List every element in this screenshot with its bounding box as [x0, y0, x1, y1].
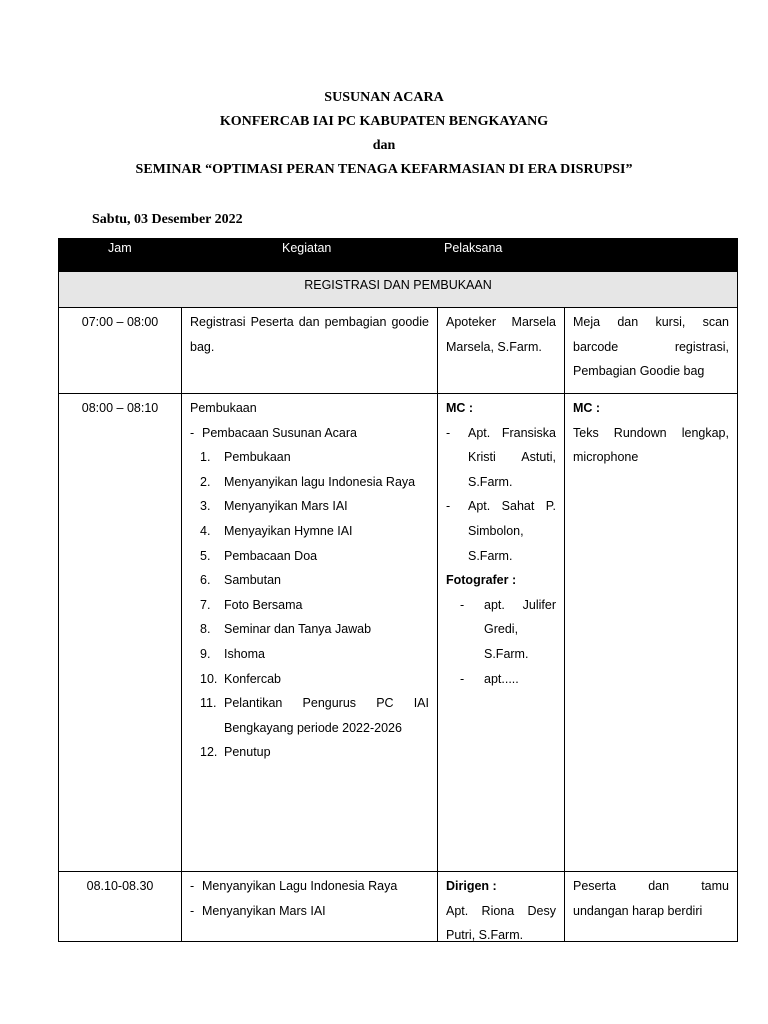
item-number: 12. — [200, 745, 218, 760]
item-number: 9. — [200, 646, 211, 661]
row3-kegiatan-line: Menyanyikan Lagu Indonesia Raya — [202, 879, 398, 893]
item-number — [200, 716, 224, 741]
list-item: Seminar dan Tanya Jawab — [224, 622, 372, 637]
row1-pelaksana — [438, 308, 565, 393]
item-number: 4. — [200, 523, 211, 538]
foto1-line: apt. Julifer — [484, 597, 556, 612]
list-item: Menyanyikan lagu Indonesia Raya — [224, 474, 416, 489]
row1-keterangan — [565, 308, 737, 393]
item-number: 5. — [200, 548, 211, 563]
mc1-line: Apt. Fransiska — [468, 425, 556, 440]
mc2-line: Simbolon, — [468, 523, 524, 538]
title-line-4: SEMINAR “OPTIMASI PERAN TENAGA KEFARMASIAN DI ERA DISRUPSI” — [135, 162, 633, 177]
list-item: Konfercab — [224, 671, 281, 686]
row1-ket-line: Meja dan kursi, scan — [573, 315, 729, 329]
mc1-line: Kristi Astuti, — [468, 450, 556, 465]
row3-pelaksana — [438, 872, 565, 941]
row3-ket-line: Peserta dan tamu — [573, 879, 729, 893]
title-line-1: SUSUNAN ACARA — [324, 90, 444, 105]
list-item: Foto Bersama — [224, 597, 303, 612]
dash-bullet: - — [460, 671, 465, 686]
item-number: 1. — [200, 450, 211, 465]
item-number: 8. — [200, 622, 211, 637]
dash-bullet: - — [446, 425, 451, 440]
header-kegiatan: Kegiatan — [282, 241, 332, 255]
row2-kegiatan — [182, 394, 438, 871]
row2-ket-line: microphone — [573, 450, 639, 465]
row2-kegiatan-sub — [190, 421, 429, 446]
table-row — [58, 308, 738, 394]
list-item: Bengkayang periode 2022-2026 — [224, 720, 402, 735]
row1-kegiatan — [182, 308, 438, 393]
item-number: 6. — [200, 573, 211, 588]
row3-keterangan — [565, 872, 737, 941]
list-item: Menyanyikan Mars IAI — [224, 499, 348, 514]
title-line-2: KONFERCAB IAI PC KABUPATEN BENGKAYANG — [219, 114, 549, 129]
item-number: 2. — [200, 474, 211, 489]
list-item: Menyayikan Hymne IAI — [224, 523, 353, 538]
foto1-line: S.Farm. — [484, 646, 529, 661]
list-item: Pembacaan Doa — [224, 548, 318, 563]
fotografer-label: Fotografer : — [446, 573, 517, 588]
row2-jam: 08:00 – 08:10 — [59, 394, 182, 871]
row3-ket-line: undangan harap berdiri — [573, 903, 703, 918]
row2-pelaksana — [438, 394, 565, 871]
row1-pelaksana-line: Marsela, S.Farm. — [446, 339, 542, 354]
dash-bullet: - — [190, 425, 195, 440]
foto2-line: apt..... — [484, 671, 519, 686]
dash-bullet: - — [190, 903, 195, 918]
row2-ket-line: Teks Rundown lengkap, — [573, 425, 729, 440]
item-number: 10. — [200, 671, 218, 686]
table-row — [58, 394, 738, 872]
list-item: Ishoma — [224, 646, 265, 661]
row2-kegiatan-sub-text: Pembacaan Susunan Acara — [202, 425, 357, 440]
row3-kegiatan-line: Menyanyikan Mars IAI — [202, 903, 326, 918]
header-pelaksana: Pelaksana — [444, 241, 503, 255]
header-jam: Jam — [108, 241, 132, 255]
row1-kegiatan-line: Registrasi Peserta dan pembagian goodie — [190, 315, 429, 329]
table-row — [58, 872, 738, 942]
row2-kegiatan-title: Pembukaan — [190, 401, 257, 415]
mc-label: MC : — [446, 401, 474, 415]
item-number: 7. — [200, 597, 211, 612]
row1-kegiatan-line: bag. — [190, 339, 215, 354]
row3-pelaksana-line: Apt. Riona Desy — [446, 903, 556, 918]
dash-bullet: - — [190, 879, 195, 893]
dash-bullet: - — [460, 597, 465, 612]
item-number: 3. — [200, 499, 211, 514]
table-header — [58, 238, 738, 272]
list-item: Sambutan — [224, 573, 281, 588]
mc1-line: S.Farm. — [468, 474, 513, 489]
dash-bullet: - — [446, 499, 451, 514]
section-registrasi: REGISTRASI DAN PEMBUKAAN — [58, 272, 738, 308]
event-date: Sabtu, 03 Desember 2022 — [92, 212, 243, 227]
dirigen-label: Dirigen : — [446, 879, 497, 893]
row3-pelaksana-line: Putri, S.Farm. — [446, 928, 524, 943]
foto1-line: Gredi, — [484, 622, 519, 637]
row3-jam: 08.10-08.30 — [59, 872, 182, 941]
mc2-line: Apt. Sahat P. — [468, 499, 556, 514]
title-line-3: dan — [372, 138, 396, 153]
row2-keterangan — [565, 394, 737, 871]
list-item: Pembukaan — [224, 450, 291, 465]
document-title-block — [0, 86, 768, 182]
schedule-table — [58, 238, 738, 942]
row3-kegiatan — [182, 872, 438, 941]
ket-mc-label: MC : — [573, 401, 601, 415]
list-item: Pelantikan Pengurus PC IAI — [224, 696, 429, 711]
item-number: 11. — [200, 696, 217, 711]
row1-pelaksana-line: Apoteker Marsela — [446, 315, 556, 329]
mc2-line: S.Farm. — [468, 548, 513, 563]
list-item: Penutup — [224, 745, 271, 760]
row1-ket-line: barcode registrasi, — [573, 339, 729, 354]
row1-jam: 07:00 – 08:00 — [59, 308, 182, 393]
row1-ket-line: Pembagian Goodie bag — [573, 364, 705, 379]
